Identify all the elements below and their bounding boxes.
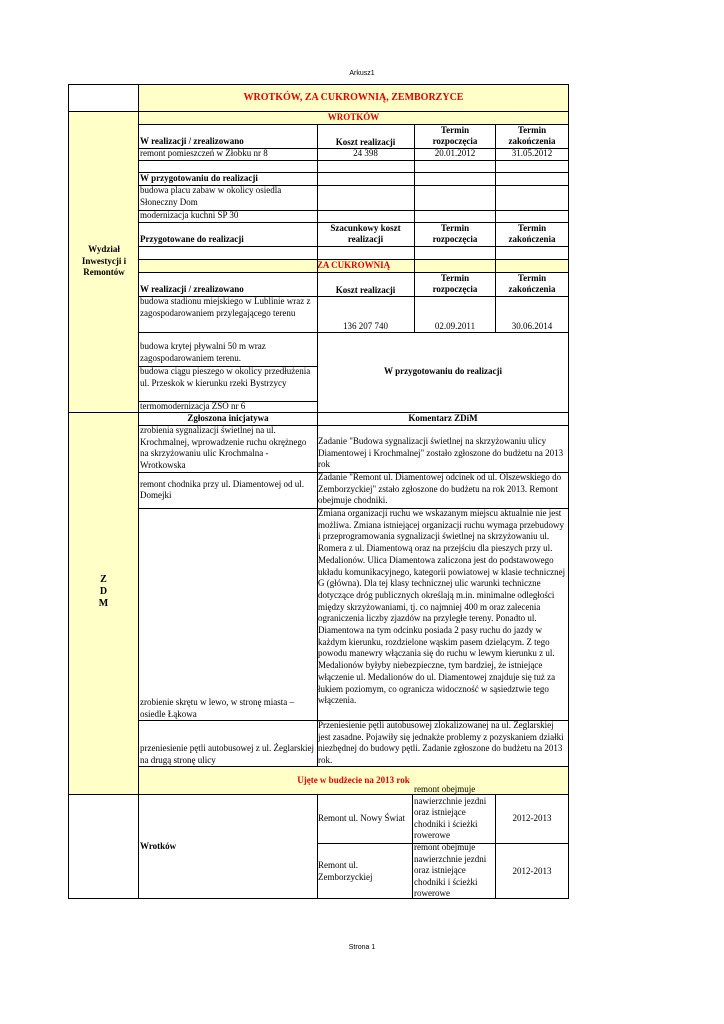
table-row-initiative: przeniesienie pętli autobusowej z ul. Żeglarskiej na drugą stronę ulicy xyxy=(140,743,314,765)
page-footer: Strona 1 xyxy=(348,944,376,951)
header-end: Termin zakończenia xyxy=(508,222,556,244)
end-date: 30.06.2014 xyxy=(511,320,553,331)
list-item: remont pomieszczeń w Żłobku nr 8 xyxy=(140,148,268,158)
zdm-letter: D xyxy=(99,586,108,597)
department-label: Wydział Inwestycji i Remontów xyxy=(81,244,127,278)
table-row-comment: Przeniesienie pętli autobusowej zlokalizowanej na ul. Żeglarskiej jest zasadne. Pojawiły się jednakże problemy z pozyskaniem działki niezbędnej do budowy pętli. Zadanie zgłoszone do budżetu na 2013 rok. xyxy=(318,720,564,765)
header-in-prep: W przygotowaniu do realizacji xyxy=(140,173,258,183)
cost-value: 136 207 740 xyxy=(343,320,388,331)
list-item: budowa stadionu miejskiego w Lublinie wraz z zagospodarowaniem przylegającego terenu xyxy=(140,296,311,318)
table-row-comment: Zmiana organizacji ruchu we wskazanym miejscu aktualnie nie jest możliwa. Zmiana istniejącej organizacji ruchu wymaga przebudowy i przeprogramowania sygnalizacji świetlnej na skrzyżowaniu ul. Romera z ul. Diamentową oraz na przejściu dla pieszych przy ul. Medalionów. Ulica Diamentowa zaliczona jest do podstawowego układu komunikacyjnego, kategorii powiatowej w klasie technicznej G (główna). Dla tej klasy technicznej ulic warunki techniczne dotyczące dróg publicznych określają m.in. minimalne odległości między skrzyżowaniami, tj. co najmniej 400 m oraz zalecenia ograniczenia liczby zjazdów na przyległe tereny. Ponadto ul. Diamentowa na tym odcinku posiada 2 pasy ruchu do jazdy w każdym kierunku, rozdzielone wąskim pasem dzielącym. Z tego powodu manewry włączania się do ruchu w lewym kierunku z ul. Medalionów byłyby niebezpieczne, tym bardziej, że istniejące włączenie ul. Medalionów do ul. Diamentowej znajduje się tuż za łukiem poziomym, co ogranicza widoczność w sąsiedztwie tego włączenia. xyxy=(318,508,566,706)
zdm-letter: Z xyxy=(100,574,107,585)
budget-street: Remont ul. Nowy Świat xyxy=(318,813,405,824)
list-item: budowa krytej pływalni 50 m wraz zagospodarowaniem terenu. xyxy=(140,341,266,363)
cost-value: 24 398 xyxy=(353,148,378,158)
budget-scope: remont obejmuje nawierzchnie jezdni oraz istniejące chodniki i ścieżki rowerowe xyxy=(414,784,487,840)
header-end: Termin zakończenia xyxy=(508,272,556,294)
header-start: Termin rozpoczęcia xyxy=(432,272,478,294)
table-row-comment: Zadanie "Remont ul. Diamentowej odcinek od ul. Olszewskiego do Zemborzyckiej" zstało zgłoszone do budżetu na rok 2013. Remont obejmuje chodniki. xyxy=(318,472,562,505)
header-cost: Koszt realizacji xyxy=(335,136,396,147)
budget-scope: remont obejmuje nawierzchnie jezdni oraz istniejące chodniki i ścieżki rowerowe xyxy=(414,842,487,898)
header-initiative: Zgłoszona inicjatywa xyxy=(187,413,269,423)
budget-years: 2012-2013 xyxy=(512,865,552,876)
table-row-initiative: zrobienie skrętu w lewo, w stronę miasta – osiedle Łąkowa xyxy=(140,697,294,719)
start-date: 02.09.2011 xyxy=(434,320,476,331)
budget-area: Wrotków xyxy=(140,841,177,852)
table-row-initiative: remont chodnika przy ul. Diamentowej od ul. Domejki xyxy=(140,478,304,500)
table-row-initiative: zrobienia sygnalizacji świetlnej na ul. Krochmalnej, wprowadzenie ruchu okrężnego na skrzyżowaniu ulic Krochmalna - Wrotkowska xyxy=(140,425,307,470)
start-date: 20.01.2012 xyxy=(434,148,476,158)
header-realized: W realizacji / zrealizowano xyxy=(140,135,244,146)
header-prepared: Przygotowane do realizacji xyxy=(140,233,244,244)
zdm-letter: M xyxy=(98,598,109,609)
section-wrotkow: WROTKÓW xyxy=(139,112,568,124)
header-estimated-cost: Szacunkowy koszt realizacji xyxy=(330,222,401,244)
list-item: budowa placu zabaw w okolicy osiedla Słoneczny Dom xyxy=(140,185,282,207)
page-title: WROTKÓW, ZA CUKROWNIĄ, ZEMBORZYCE xyxy=(139,85,568,111)
sheet-name: Arkusz1 xyxy=(349,70,375,77)
header-cost: Koszt realizacji xyxy=(335,284,396,295)
header-end: Termin zakończenia xyxy=(508,124,556,146)
list-item: termomodernizacja ZSO nr 6 xyxy=(140,401,246,411)
table-row-comment: Zadanie "Budowa sygnalizacji świetlnej na skrzyżowaniu ulicy Diamentowej i Krochmalnej" zostało zgłoszone do budżetu na 2013 rok xyxy=(318,436,564,469)
end-date: 31.05.2012 xyxy=(511,148,553,158)
section-budget: Ujęte w budżecie na 2013 rok xyxy=(139,767,568,794)
header-start: Termin rozpoczęcia xyxy=(432,222,478,244)
section-za-cukrownia: ZA CUKROWNIĄ xyxy=(139,260,568,272)
list-item: budowa ciągu pieszego w okolicy przedłużenia ul. Przeskok w kierunku rzeki Bystrzycy xyxy=(140,366,311,388)
zdm-label xyxy=(69,574,138,614)
header-realized: W realizacji / zrealizowano xyxy=(140,283,244,294)
list-item: modernizacja kuchni SP 30 xyxy=(140,210,239,220)
header-start: Termin rozpoczęcia xyxy=(432,124,478,146)
in-prep-label: W przygotowaniu do realizacji xyxy=(384,366,502,377)
budget-street: Remont ul. Zemborzyckiej xyxy=(318,860,373,882)
budget-years: 2012-2013 xyxy=(512,813,552,824)
header-comment: Komentarz ZDiM xyxy=(408,413,478,423)
